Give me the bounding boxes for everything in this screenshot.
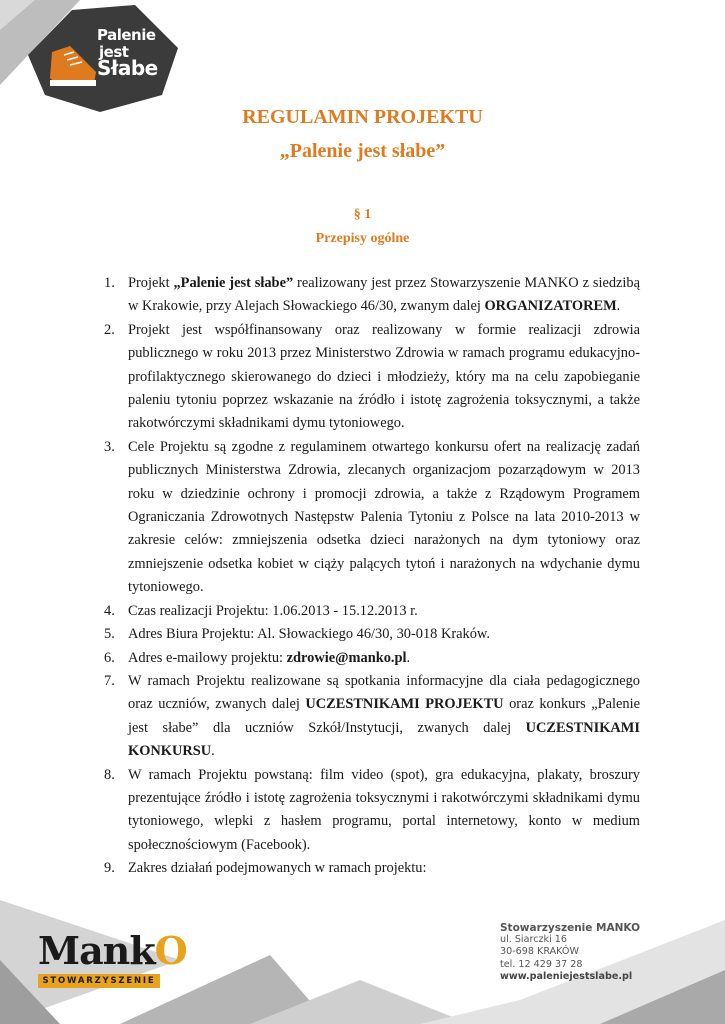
text-run: Adres e-mailowy projektu: (128, 649, 287, 666)
list-item-number: 5. (104, 626, 115, 643)
website-link[interactable]: www.paleniejestslabe.pl (500, 970, 633, 982)
list-item (104, 764, 640, 858)
text-run: Zakres działań podejmowanych w ramach projektu: (128, 860, 427, 877)
list-item-text (128, 764, 640, 858)
project-logo-badge (0, 0, 190, 115)
document-title: REGULAMIN PROJEKTU (242, 106, 483, 128)
org-phone: tel. 12 429 37 28 (500, 958, 583, 970)
list-item-text (128, 623, 640, 646)
text-run: Czas realizacji Projektu: 1.06.2013 - 15.12.2013 r. (128, 602, 418, 619)
manko-logo (38, 928, 187, 994)
logo-text-line1: Palenie (97, 26, 156, 44)
logo-text-line2: jest (99, 43, 129, 61)
list-item (104, 319, 640, 436)
project-name: „Palenie jest słabe” (279, 140, 446, 162)
list-item-text (128, 647, 640, 670)
manko-logo-subtitle: STOWARZYSZENIE (38, 974, 160, 988)
list-item-text (128, 319, 640, 436)
list-item-text (128, 600, 640, 623)
list-item-text (128, 436, 640, 600)
list-item-number: 9. (104, 860, 115, 877)
bold-text: „Palenie jest słabe” (173, 275, 294, 291)
text-run: Adres Biura Projektu: Al. Słowackiego 46/30, 30-018 Kraków. (128, 626, 490, 643)
list-item-number: 4. (104, 602, 115, 619)
org-street: ul. Siarczki 16 (500, 934, 568, 946)
section-heading: Przepisy ogólne (315, 231, 410, 246)
list-item-number: 8. (104, 766, 115, 783)
list-item-number: 6. (104, 649, 115, 666)
section-number: § 1 (353, 207, 372, 222)
text-run: oraz konkurs „Palenie jest słabe” dla uczniów Szkół/Instytucji, zwanych dalej (128, 696, 640, 736)
bold-text: UCZESTNIKAMI PROJEKTU (305, 696, 504, 713)
org-city: 30-698 KRAKÓW (500, 946, 579, 958)
text-run: W ramach Projektu powstaną: film video (spot), gra edukacyjna, plakaty, broszury prezentujące źródło i istotę zagrożenia toksycznymi i rakotwórczymi składnikami dymu tytoniowego, wlepki z hasłem programu, portal internetowy, konto w medium społecznościowym (Facebook). (128, 766, 640, 853)
manko-logo-o: O (154, 928, 187, 973)
list-item-text (128, 670, 640, 764)
list-item (104, 272, 640, 319)
bold-text: ORGANIZATOREM (484, 298, 617, 315)
list-item (104, 647, 640, 670)
text-run: . (406, 649, 411, 666)
list-item-text (128, 272, 640, 319)
text-run: . (616, 298, 621, 315)
text-run: . (211, 743, 215, 760)
list-item (104, 436, 640, 600)
text-run: Projekt jest współfinansowany oraz realizowany w formie realizacji zdrowia publicznego w roku 2013 przez Ministerstwo Zdrowia w ramach programu edukacyjno-profilaktycznego skierowanego do dzieci i młodzieży, który ma na celu zapobieganie paleniu tytoniu poprzez wskazanie na źródło i istotę zagrożenia toksycznymi, a także rakotwórczymi składnikami dymu tytoniowego. (128, 321, 640, 432)
list-item (104, 600, 640, 623)
text-run: realizowany jest przez Stowarzyszenie MANKO z siedzibą w Krakowie, przy Alejach Słowackiego 46/30, zwanym dalej (128, 275, 641, 315)
text-run: Cele Projektu są zgodne z regulaminem otwartego konkursu ofert na realizację zadań publicznych Ministerstwa Zdrowia, zlecanych organizacjom pozarządowym w 2013 roku w dziedzinie ochrony i promocji zdrowia, a także z Rządowym Programem Ograniczania Zdrowotnych Następstw Palenia Tytoniu z Polsce na lata 2010-2013 w zakresie celów: zmniejszenia odsetka dzieci narażonych na dym tytoniowy oraz zmniejszenie odsetka kobiet w ciąży palących tytoń i narażonych na wdychanie dymu tytoniowego. (128, 438, 640, 596)
list-item (104, 623, 640, 646)
manko-logo-text: Mank (38, 928, 155, 973)
text-run: W ramach Projektu realizowane są spotkania informacyjne dla ciała pedagogicznego oraz uczniów, zwanych dalej (128, 672, 640, 713)
regulation-list (104, 272, 640, 881)
logo-text-line3: Słabe (97, 56, 158, 80)
list-item-number: 2. (104, 321, 115, 338)
list-item-number: 7. (104, 672, 115, 689)
list-item-number: 1. (104, 275, 115, 291)
org-name: Stowarzyszenie MANKO (500, 922, 641, 934)
text-run: Projekt (128, 275, 174, 291)
contact-address (500, 922, 700, 983)
list-item-number: 3. (104, 438, 115, 455)
list-item (104, 670, 640, 764)
bold-text: zdrowie@manko.pl (286, 649, 407, 666)
bold-text: UCZESTNIKAMI KONKURSU (128, 719, 640, 760)
